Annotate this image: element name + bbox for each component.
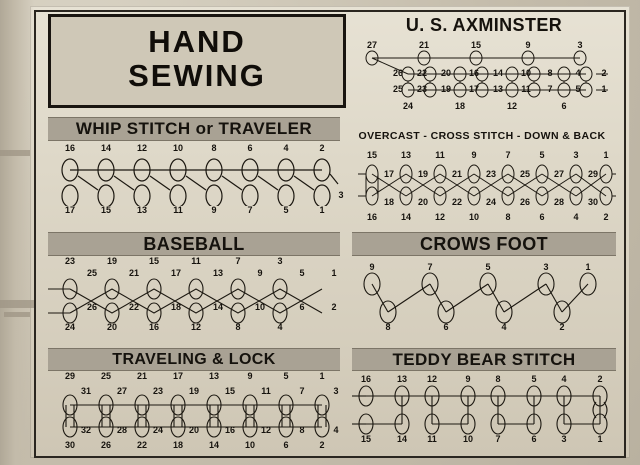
num: 20	[440, 68, 452, 78]
overcast-row3-numbers	[352, 197, 616, 209]
num: 1	[603, 150, 609, 160]
num: 30	[587, 197, 599, 207]
num: 15	[148, 256, 160, 266]
num: 9	[471, 150, 477, 160]
num: 8	[235, 322, 241, 332]
num: 10	[468, 212, 480, 222]
heading-whip-stitch: WHIP STITCH or TRAVELER	[48, 117, 340, 141]
num: 27	[366, 40, 378, 50]
num: 5	[575, 84, 581, 94]
num: 14	[208, 440, 220, 450]
num: 14	[492, 68, 504, 78]
num: 25	[519, 169, 531, 179]
num: 6	[561, 101, 567, 111]
num: 2	[597, 374, 603, 384]
num: 14	[396, 434, 408, 444]
num: 10	[172, 143, 184, 153]
num: 17	[383, 169, 395, 179]
num: 12	[434, 212, 446, 222]
diagram-baseball	[48, 278, 340, 324]
num: 7	[235, 256, 241, 266]
num: 16	[366, 212, 378, 222]
axminster-row4-numbers	[352, 101, 616, 113]
num: 9	[247, 371, 253, 381]
num: 8	[505, 212, 511, 222]
num: 23	[485, 169, 497, 179]
num: 20	[106, 322, 118, 332]
num: 18	[172, 440, 184, 450]
num: 6	[299, 302, 305, 312]
num: 3	[338, 190, 344, 200]
num: 21	[451, 169, 463, 179]
num: 25	[86, 268, 98, 278]
heading-axminster: U. S. AXMINSTER	[405, 14, 563, 35]
num: 27	[116, 386, 128, 396]
num: 7	[247, 205, 253, 215]
title-line-2: SEWING	[128, 58, 266, 93]
num: 19	[106, 256, 118, 266]
num: 3	[561, 434, 567, 444]
num: 15	[224, 386, 236, 396]
num: 4	[501, 322, 507, 332]
num: 26	[392, 68, 404, 78]
num: 12	[506, 101, 518, 111]
page-title	[48, 14, 346, 108]
num: 13	[208, 371, 220, 381]
num: 11	[261, 386, 271, 396]
num: 24	[152, 425, 164, 435]
num: 13	[492, 84, 504, 94]
num: 12	[426, 374, 438, 384]
num: 8	[299, 425, 305, 435]
axminster-row3-numbers	[352, 84, 616, 96]
num: 32	[80, 425, 92, 435]
title-line-1: HAND	[148, 24, 246, 59]
num: 16	[360, 374, 372, 384]
num: 27	[553, 169, 565, 179]
diagram-teddy-bear	[352, 384, 616, 436]
num: 15	[360, 434, 372, 444]
torn-paper-edge	[0, 0, 34, 465]
diagram-crows-foot	[352, 272, 616, 324]
num: 3	[333, 386, 339, 396]
baseball-bottom-mid-numbers	[48, 302, 340, 314]
num: 2	[603, 212, 609, 222]
num: 7	[495, 434, 501, 444]
num: 25	[100, 371, 112, 381]
num: 24	[402, 101, 414, 111]
num: 6	[443, 322, 449, 332]
heading-overcast: OVERCAST - CROSS STITCH - DOWN & BACK	[358, 130, 606, 142]
num: 8	[211, 143, 217, 153]
num: 6	[539, 212, 545, 222]
num: 4	[573, 212, 579, 222]
num: 16	[224, 425, 236, 435]
num: 23	[64, 256, 76, 266]
num: 23	[152, 386, 164, 396]
num: 11	[191, 256, 201, 266]
num: 7	[547, 84, 553, 94]
num: 8	[385, 322, 391, 332]
num: 9	[465, 374, 471, 384]
num: 11	[521, 84, 531, 94]
traveling-row1-numbers	[48, 371, 340, 383]
num: 3	[543, 262, 549, 272]
num: 9	[369, 262, 375, 272]
num: 12	[260, 425, 272, 435]
num: 23	[416, 84, 428, 94]
num: 5	[283, 371, 289, 381]
num: 28	[116, 425, 128, 435]
num: 7	[505, 150, 511, 160]
baseball-top-numbers	[48, 256, 340, 268]
num: 10	[462, 434, 474, 444]
num: 5	[299, 268, 305, 278]
num: 17	[170, 268, 182, 278]
whip-top-numbers	[48, 143, 340, 155]
num: 12	[136, 143, 148, 153]
num: 12	[190, 322, 202, 332]
axminster-row2-numbers	[352, 68, 616, 80]
num: 14	[212, 302, 224, 312]
heading-baseball: BASEBALL	[48, 232, 340, 256]
num: 5	[539, 150, 545, 160]
diagram-whip-stitch	[48, 156, 340, 206]
num: 26	[100, 440, 112, 450]
overcast-row4-numbers	[352, 212, 616, 224]
num: 1	[331, 268, 337, 278]
num: 5	[485, 262, 491, 272]
num: 6	[247, 143, 253, 153]
num: 2	[331, 302, 337, 312]
num: 18	[454, 101, 466, 111]
baseball-bottom-numbers	[48, 322, 340, 334]
num: 22	[451, 197, 463, 207]
num: 1	[597, 434, 603, 444]
num: 1	[319, 371, 325, 381]
num: 14	[400, 212, 412, 222]
num: 1	[585, 262, 591, 272]
num: 18	[383, 197, 395, 207]
heading-teddy-bear: TEDDY BEAR STITCH	[352, 348, 616, 371]
num: 4	[283, 143, 289, 153]
num: 2	[319, 440, 325, 450]
num: 15	[366, 150, 378, 160]
num: 1	[601, 84, 607, 94]
num: 17	[172, 371, 184, 381]
num: 14	[100, 143, 112, 153]
num: 4	[575, 68, 581, 78]
tear-mark-2	[0, 300, 34, 308]
traveling-row4-numbers	[48, 440, 340, 452]
num: 4	[333, 425, 339, 435]
num: 16	[148, 322, 160, 332]
num: 9	[525, 40, 531, 50]
traveling-row3-numbers	[48, 425, 340, 437]
crows-foot-bottom-numbers	[352, 322, 616, 334]
num: 26	[519, 197, 531, 207]
num: 11	[427, 434, 437, 444]
num: 13	[400, 150, 412, 160]
num: 2	[319, 143, 325, 153]
num: 16	[468, 68, 480, 78]
num: 2	[601, 68, 607, 78]
num: 19	[417, 169, 429, 179]
heading-traveling-lock: TRAVELING & LOCK	[48, 348, 340, 371]
num: 4	[277, 322, 283, 332]
num: 30	[64, 440, 76, 450]
num: 6	[283, 440, 289, 450]
num: 20	[417, 197, 429, 207]
num: 26	[86, 302, 98, 312]
num: 20	[188, 425, 200, 435]
num: 11	[435, 150, 445, 160]
num: 31	[80, 386, 92, 396]
overcast-row2-numbers	[352, 169, 616, 181]
num: 25	[392, 84, 404, 94]
num: 29	[587, 169, 599, 179]
num: 16	[64, 143, 76, 153]
num: 21	[136, 371, 148, 381]
whip-bottom-numbers	[48, 205, 340, 217]
num: 10	[520, 68, 532, 78]
num: 17	[468, 84, 480, 94]
num: 15	[100, 205, 112, 215]
num: 29	[64, 371, 76, 381]
num: 2	[559, 322, 565, 332]
num: 7	[299, 386, 305, 396]
num: 13	[212, 268, 224, 278]
num: 5	[283, 205, 289, 215]
num: 18	[170, 302, 182, 312]
heading-crows-foot: CROWS FOOT	[352, 232, 616, 256]
num: 24	[485, 197, 497, 207]
num: 15	[470, 40, 482, 50]
tear-mark-3	[4, 312, 30, 317]
num: 13	[136, 205, 148, 215]
num: 24	[64, 322, 76, 332]
num: 7	[427, 262, 433, 272]
num: 28	[553, 197, 565, 207]
num: 11	[173, 205, 183, 215]
num: 3	[577, 40, 583, 50]
num: 9	[257, 268, 263, 278]
num: 22	[416, 68, 428, 78]
num: 19	[440, 84, 452, 94]
num: 3	[277, 256, 283, 266]
num: 10	[254, 302, 266, 312]
num: 4	[561, 374, 567, 384]
teddy-bottom-numbers	[352, 434, 616, 446]
num: 10	[244, 440, 256, 450]
num: 22	[128, 302, 140, 312]
num: 1	[319, 205, 325, 215]
num: 22	[136, 440, 148, 450]
num: 3	[573, 150, 579, 160]
num: 8	[495, 374, 501, 384]
num: 21	[128, 268, 140, 278]
num: 13	[396, 374, 408, 384]
num: 21	[418, 40, 430, 50]
num: 9	[211, 205, 217, 215]
num: 8	[547, 68, 553, 78]
num: 19	[188, 386, 200, 396]
tear-mark-1	[0, 150, 30, 156]
num: 5	[531, 374, 537, 384]
num: 6	[531, 434, 537, 444]
num: 17	[64, 205, 76, 215]
